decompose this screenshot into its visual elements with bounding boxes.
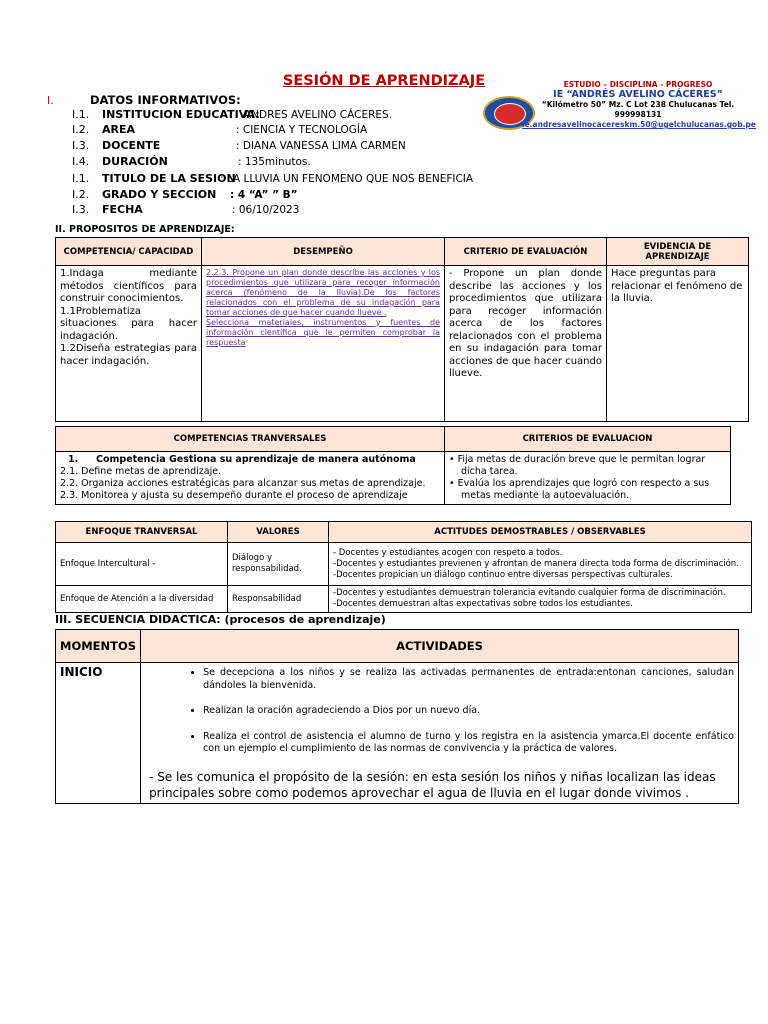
- section-2-title: II. PROPOSITOS DE APRENDIZAJE:: [55, 224, 235, 235]
- purposes-table: COMPETENCIA/ CAPACIDAD DESEMPEÑO CRITERIO DE EVALUACIÓN EVIDENCIA DE APRENDIZAJE 1.Indaga mediante métodos científicos para construir conocimientos. 1.1Problematiza situaciones para hacer indagación. 1.2Diseña estrategias para hacer indagación. 2.2.3. Propone un plan donde describe las acciones y los procedimientos que utilizara para recoger información acerca (fenómeno de la lluvia).De los factores relacionados con el problema de su indagación para tomar acciones de que hacer cuando llueve . Selecciona materiales, instrumentos y fuentes de información científica que le permiten comprobar la respuesta - Propone un plan donde describe las acciones y los procedimientos que utilizara para recoger información acerca de los factores relacionados con el problema en su indagación para tomar acciones de que hacer cuando llueve. Hace preguntas para relacionar el fenómeno de la lluvia.: [55, 237, 749, 422]
- didactic-sequence-table: MOMENTOS ACTIVIDADES INICIO • Se decepciona a los niños y se realiza las activadas permanentes de entrada:entonan canciones, saludan dándoles la bienvenida. • Realizan la oración agradeciendo a Dios por un nuevo día. • Realiza el control de asistencia el alumno de turno y los registra en la asistencia ymarca.El docente enfático con un ejemplo el cumplimiento de las normas de convivencia y la práctica de valores. - Se les comunica el propósito de la sesión: en esta sesión los niños y niñas localizan las ideas principales sobre como podemos aprovechar el agua de lluvia en el lugar donde vivimos .: [55, 629, 739, 804]
- activities-cell: [141, 663, 739, 804]
- transversal-approach-table: ENFOQUE TRANVERSAL VALORES ACTITUDES DEMOSTRABLES / OBSERVABLES Enfoque Intercultural - Diálogo y responsabilidad. - Docentes y estudiantes acogen con respeto a todos. -Docentes y estudiantes previenen y afrontan de manera directa toda forma de discriminación. -Docentes propician un diálogo continuo entre diversas perspectivas culturales. Enfoque de Atención a la diversidad Responsabilidad -Docentes y estudiantes demuestran tolerancia evitando cualquier forma de discriminación. -Docentes demuestran altas expectativas sobre todos los estudiantes.: [55, 521, 752, 613]
- table-row: Enfoque Intercultural - Diálogo y responsabilidad. - Docentes y estudiantes acogen con respeto a todos. -Docentes y estudiantes previenen y afrontan de manera directa toda forma de discriminación. -Docentes propician un diálogo continuo entre diversas perspectivas culturales.: [56, 543, 752, 586]
- list-item: • Realizan la oración agradeciendo a Dios por un nuevo día.: [203, 705, 734, 718]
- list-item: • Se decepciona a los niños y se realiza las activadas permanentes de entrada:entonan canciones, saludan dándoles la bienvenida.: [203, 667, 734, 692]
- page-title: SESIÓN DE APRENDIZAJE: [282, 73, 486, 89]
- transversal-competencies-table: COMPETENCIAS TRANVERSALES CRITERIOS DE EVALUACION 1. Competencia Gestiona su aprendizaje de manera autónoma 2.1. Define metas de aprendizaje. 2.2. Organiza acciones estratégicas para alcanzar sus metas de aprendizaje. 2.3. Monitorea y ajusta su desempeño durante el proceso de aprendizaje • Fija metas de duración breve que le permitan lograr dicha tarea. • Evalúa los aprendizajes que logró con respecto a sus metas mediante la autoevaluación.: [55, 426, 731, 505]
- school-email-link[interactable]: ie.andresavelinocacereskm.50@ugelchulucanas.gob.pe: [522, 120, 756, 129]
- transversal-competency-cell: 1. Competencia Gestiona su aprendizaje de manera autónoma 2.1. Define metas de aprendizaje. 2.2. Organiza acciones estratégicas para alcanzar sus metas de aprendizaje. 2.3. Monitorea y ajusta su desempeño durante el proceso de aprendizaje: [56, 452, 445, 505]
- list-item: • Realiza el control de asistencia el alumno de turno y los registra en la asistencia ymarca.El docente enfático con un ejemplo el cumplimiento de las normas de convivencia y la práctica de valores.: [203, 731, 734, 756]
- table-row: Enfoque de Atención a la diversidad Responsabilidad -Docentes y estudiantes demuestran tolerancia evitando cualquier forma de discriminación. -Docentes demuestran altas expectativas sobre todos los estudiantes.: [56, 586, 752, 613]
- moment-cell: INICIO: [56, 663, 141, 804]
- school-name: IE “ANDRÉS AVELINO CÁCERES”: [553, 89, 723, 100]
- desempeno-cell: 2.2.3. Propone un plan donde describe las acciones y los procedimientos que utilizara para recoger información acerca (fenómeno de la lluvia).De los factores relacionados con el problema de su indagación para tomar acciones de que hacer cuando llueve . Selecciona materiales, instrumentos y fuentes de información científica que le permiten comprobar la respuesta: [202, 266, 445, 422]
- competencia-cell: 1.Indaga mediante métodos científicos para construir conocimientos. 1.1Problematiza situaciones para hacer indagación. 1.2Diseña estrategias para hacer indagación.: [56, 266, 202, 422]
- criterio-cell: - Propone un plan donde describe las acciones y los procedimientos que utilizara para recoger información acerca de los factores relacionados con el problema en su indagación para tomar acciones de que hacer cuando llueve.: [445, 266, 607, 422]
- section-3-title: III. SECUENCIA DIDACTICA: (procesos de aprendizaje): [55, 613, 386, 626]
- school-header: [522, 80, 754, 130]
- school-address: “Kilómetro 50” Mz. C Lot 238 Chulucanas Tel. 999998131: [541, 100, 735, 119]
- section-title: DATOS INFORMATIVOS:: [90, 93, 241, 107]
- transversal-criteria-cell: • Fija metas de duración breve que le permitan lograr dicha tarea. • Evalúa los aprendizajes que logró con respecto a sus metas mediante la autoevaluación.: [445, 452, 731, 505]
- evidencia-cell: Hace preguntas para relacionar el fenómeno de la lluvia.: [607, 266, 749, 422]
- school-motto: ESTUDIO – DISCIPLINA - PROGRESO: [563, 80, 713, 89]
- section-number: I.: [47, 94, 54, 107]
- session-purpose: - Se les comunica el propósito de la sesión: en esta sesión los niños y niñas localizan las ideas principales sobre como podemos aprovechar el agua de lluvia en el lugar donde vivimos .: [149, 769, 716, 800]
